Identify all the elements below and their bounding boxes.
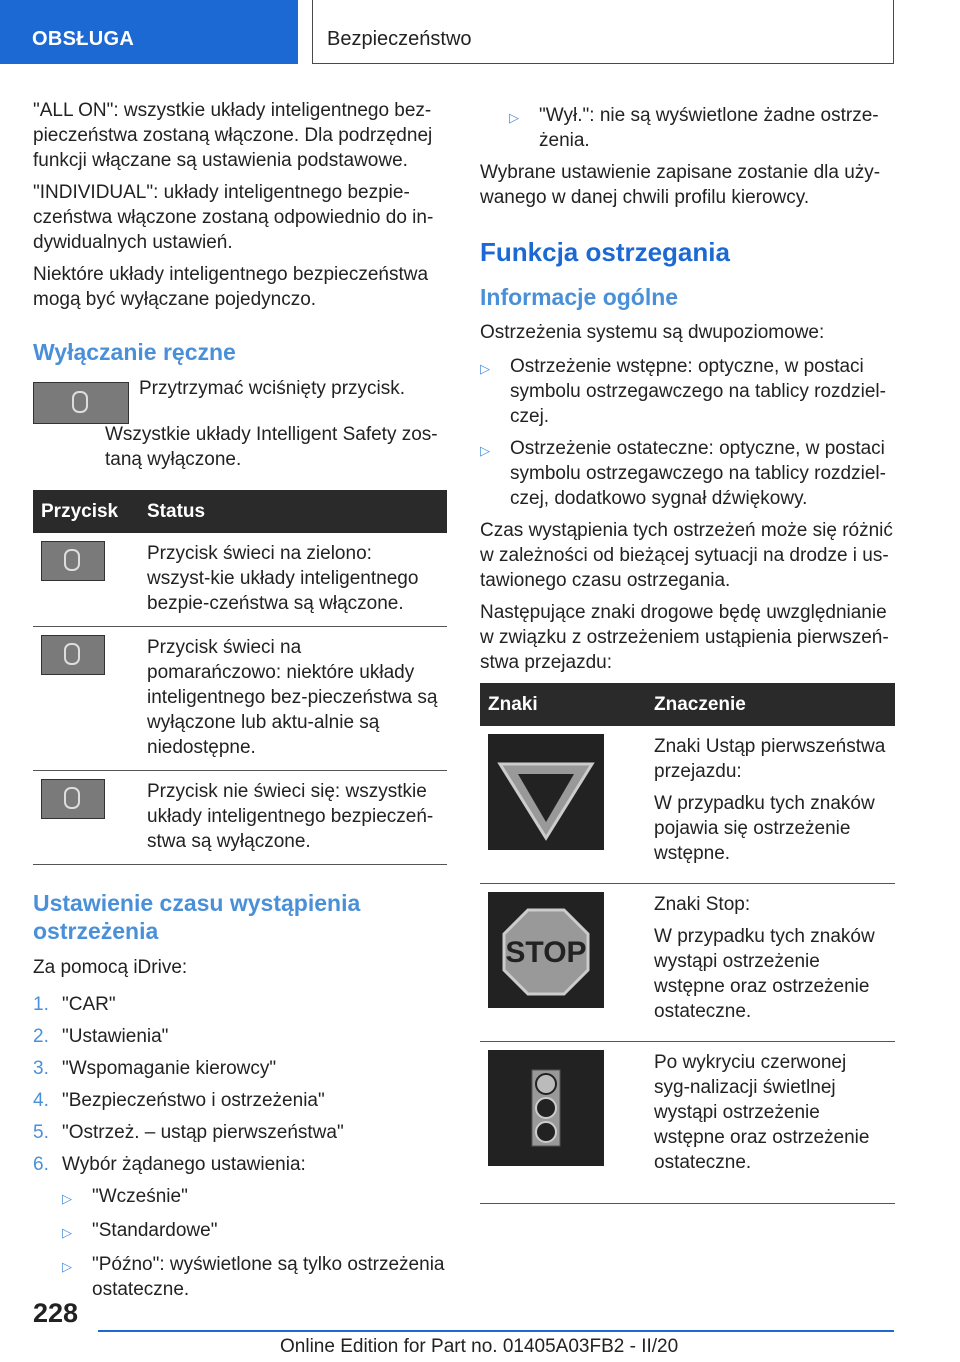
- list-item: ▷ "Późno": wyświetlone są tylko ostrzeżenia ostateczne.: [62, 1254, 445, 1300]
- triangle-bullet-icon: ▷: [62, 1191, 72, 1206]
- safety-button-icon: [41, 541, 105, 581]
- paragraph-time: Czas wystąpienia tych ostrzeżeń może się różnić w zależności od bieżącej sytuacji na drodze i us-tawionego czasu ostrzegania.: [480, 520, 893, 591]
- status-cell: Przycisk nie świeci się: wszystkie układy inteligentnego bezpieczeń-stwa są wyłączone.: [139, 771, 447, 865]
- header-title-box: [312, 0, 894, 64]
- sign-meaning-detail: W przypadku tych znaków pojawia się ostrzeżenie wstępne.: [654, 793, 875, 864]
- paragraph-saved: Wybrane ustawienie zapisane zostanie dla uży-wanego w danej chwili profilu kierowcy.: [480, 162, 881, 208]
- triangle-bullet-icon: ▷: [509, 110, 519, 125]
- paragraph-some-systems: Niektóre układy inteligentnego bezpieczeństwa mogą być wyłączane pojedynczo.: [33, 264, 429, 310]
- footer-edition: Online Edition for Part no. 01405A03FB2 - II/20: [280, 1336, 679, 1357]
- sign-meaning-detail: W przypadku tych znaków wystąpi ostrzeżenie wstępne oraz ostrzeżenie ostateczne.: [654, 926, 875, 1022]
- list-item: 1. "CAR": [33, 994, 116, 1015]
- list-item: ▷ "Wcześnie": [62, 1184, 447, 1211]
- table-header-button: Przycisk: [33, 490, 139, 533]
- manual-instruction: [33, 376, 447, 424]
- triangle-bullet-icon: ▷: [62, 1225, 72, 1240]
- table-row: [33, 533, 447, 627]
- manual-step-2-text: Wszystkie układy Intelligent Safety zos-taną wyłączone.: [105, 424, 438, 470]
- table-row: [33, 771, 447, 865]
- table-row: [480, 884, 895, 1042]
- status-cell: Przycisk świeci na pomarańczowo: niektóre układy inteligentnego bez-pieczeństwa są wyłączone lub aktu-alnie są niedostępne.: [139, 627, 447, 771]
- signs-table: [480, 683, 895, 1204]
- paragraph-individual: "INDIVIDUAL": układy inteligentnego bezpie-czeństwa włączone zostaną odpowiednio do in-dywidualnych ustawień.: [33, 182, 434, 253]
- status-cell: Przycisk świeci na zielono: wszyst-kie układy inteligentnego bezpie-czeństwa są włączone.: [139, 533, 447, 627]
- table-row: [480, 726, 895, 884]
- heading-manual-off: Wyłączanie ręczne: [33, 339, 236, 365]
- table-row: [480, 1042, 895, 1204]
- table-header-meaning: Znaczenie: [646, 683, 895, 726]
- safety-button-icon: [33, 382, 129, 424]
- button-status-table: [33, 490, 447, 865]
- steps-list: [33, 992, 447, 1302]
- heading-general-info: Informacje ogólne: [480, 284, 679, 310]
- paragraph-levels: Ostrzeżenia systemu są dwupoziomowe:: [480, 322, 825, 343]
- table-header-status: Status: [139, 490, 447, 533]
- list-item: 6. Wybór żądanego ustawienia:: [33, 1154, 306, 1175]
- heading-warning-function: Funkcja ostrzegania: [480, 237, 730, 267]
- yield-sign-icon: [488, 734, 604, 850]
- list-item: ▷ Ostrzeżenie wstępne: optyczne, w postaci symbolu ostrzegawczego na tablicy rozdziel-czej.: [480, 356, 886, 427]
- list-item: 3. "Wspomaganie kierowcy": [33, 1058, 277, 1079]
- list-item: ▷ "Standardowe": [62, 1218, 447, 1245]
- header-section-tab: [0, 0, 298, 64]
- paragraph-all-on: "ALL ON": wszystkie układy inteligentnego bez-pieczeństwa zostaną włączone. Dla podrzędnej funkcji włączane są ustawienia podstawowe.: [33, 100, 433, 171]
- left-column: [33, 98, 447, 1309]
- table-row: [33, 627, 447, 771]
- list-item: ▷ Ostrzeżenie ostateczne: optyczne, w postaci symbolu ostrzegawczego na tablicy rozdziel-czej, dodatkowo sygnał dźwiękowy.: [480, 438, 886, 509]
- idrive-intro: Za pomocą iDrive:: [33, 957, 188, 978]
- safety-button-icon: [41, 779, 105, 819]
- sign-meaning: Znaki Ustąp pierwszeństwa przejazdu:: [654, 736, 886, 782]
- page-number: 228: [33, 1298, 79, 1328]
- sign-meaning: Znaki Stop:: [654, 894, 751, 915]
- manual-step-2: [105, 422, 447, 472]
- list-item: ▷ "Wył.": nie są wyświetlone żadne ostrze-żenia.: [509, 105, 879, 151]
- paragraph-signs: Następujące znaki drogowe będę uwzględnianie w związku z ostrzeżeniem ustąpienia pierwszeń-stwa przejazdu:: [480, 602, 889, 673]
- list-item: 2. "Ustawienia": [33, 1026, 169, 1047]
- stop-sign-text: STOP: [505, 936, 587, 969]
- triangle-bullet-icon: ▷: [480, 361, 490, 376]
- triangle-bullet-icon: ▷: [480, 443, 490, 458]
- sign-meaning: Po wykryciu czerwonej syg-nalizacji świetlnej wystąpi ostrzeżenie wstępne oraz ostrzeżenie ostateczne.: [654, 1052, 870, 1173]
- header-title: Bezpieczeństwo: [327, 28, 472, 50]
- header-section-label: OBSŁUGA: [32, 28, 135, 50]
- heading-warning-time: Ustawienie czasu wystąpienia ostrzeżenia: [33, 890, 361, 944]
- table-header-signs: Znaki: [480, 683, 646, 726]
- triangle-bullet-icon: ▷: [62, 1259, 72, 1274]
- manual-step-1: Przytrzymać wciśnięty przycisk.: [139, 378, 406, 399]
- traffic-light-icon: [488, 1050, 604, 1166]
- right-column: [480, 103, 895, 1204]
- list-item: 4. "Bezpieczeństwo i ostrzeżenia": [33, 1090, 325, 1111]
- footer-divider: [98, 1330, 894, 1332]
- list-item: 5. "Ostrzeż. – ustąp pierwszeństwa": [33, 1122, 344, 1143]
- safety-button-icon: [41, 635, 105, 675]
- stop-sign-icon: [488, 892, 604, 1008]
